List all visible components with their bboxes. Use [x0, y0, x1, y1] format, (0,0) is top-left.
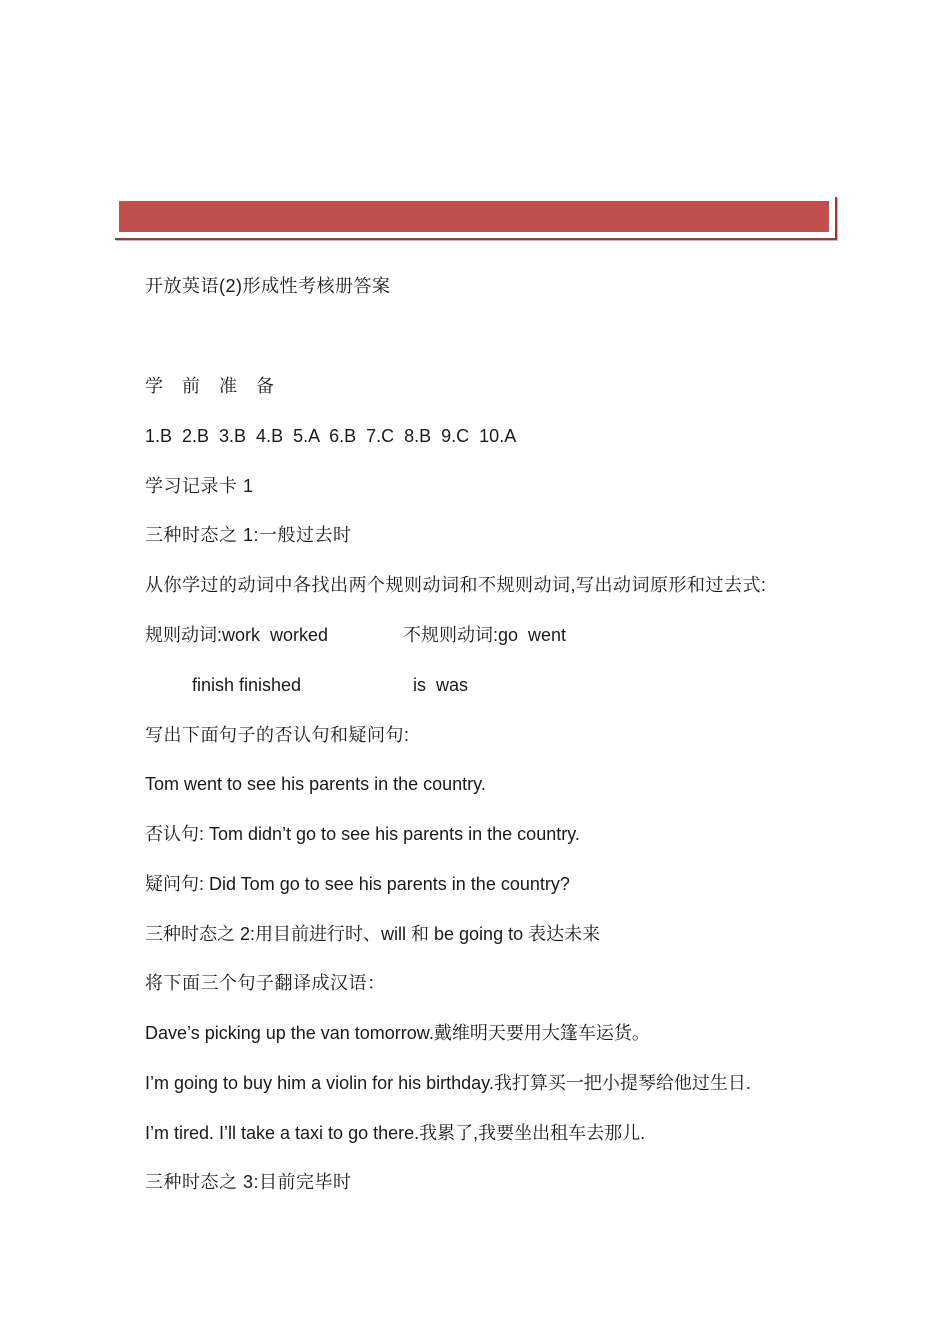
regular-verb-1: 规则动词:work worked — [145, 625, 329, 645]
example-sentence: Tom went to see his parents in the country. — [145, 774, 486, 794]
card-title: 学习记录卡 1 — [145, 476, 254, 496]
section-heading-prep: 学 前 准 备 — [145, 376, 282, 396]
translation-1: Dave’s picking up the van tomorrow.戴维明天要用大篷车运货。 — [145, 1023, 650, 1043]
tense1-heading: 三种时态之 1:一般过去时 — [145, 525, 352, 545]
prep-answers: 1.B 2.B 3.B 4.B 5.A 6.B 7.C 8.B 9.C 10.A — [145, 426, 517, 446]
header-banner — [115, 197, 837, 240]
irregular-verb-1: 不规则动词:go went — [403, 625, 567, 645]
tense1-instruction: 从你学过的动词中各找出两个规则动词和不规则动词,写出动词原形和过去式: — [145, 575, 767, 595]
question-sentence: 疑问句: Did Tom go to see his parents in the country? — [145, 874, 570, 894]
translation-2: I’m going to buy him a violin for his birthday.我打算买一把小提琴给他过生日. — [145, 1073, 751, 1093]
translation-3: I’m tired. I’ll take a taxi to go there.我累了,我要坐出租车去那儿. — [145, 1123, 646, 1143]
header-banner-fill — [119, 201, 829, 232]
irregular-verb-2: is was — [413, 675, 469, 695]
neg-question-instruction: 写出下面句子的否认句和疑问句: — [145, 725, 410, 745]
translate-instruction: 将下面三个句子翻译成汉语： — [145, 973, 386, 993]
negative-sentence: 否认句: Tom didn’t go to see his parents in the country. — [145, 824, 580, 844]
tense3-heading: 三种时态之 3:目前完毕时 — [145, 1172, 352, 1192]
tense2-heading: 三种时态之 2:用目前进行时、will 和 be going to 表达未来 — [145, 924, 601, 944]
document-title: 开放英语(2)形成性考核册答案 — [145, 276, 391, 296]
regular-verb-2: finish finished — [192, 675, 302, 695]
